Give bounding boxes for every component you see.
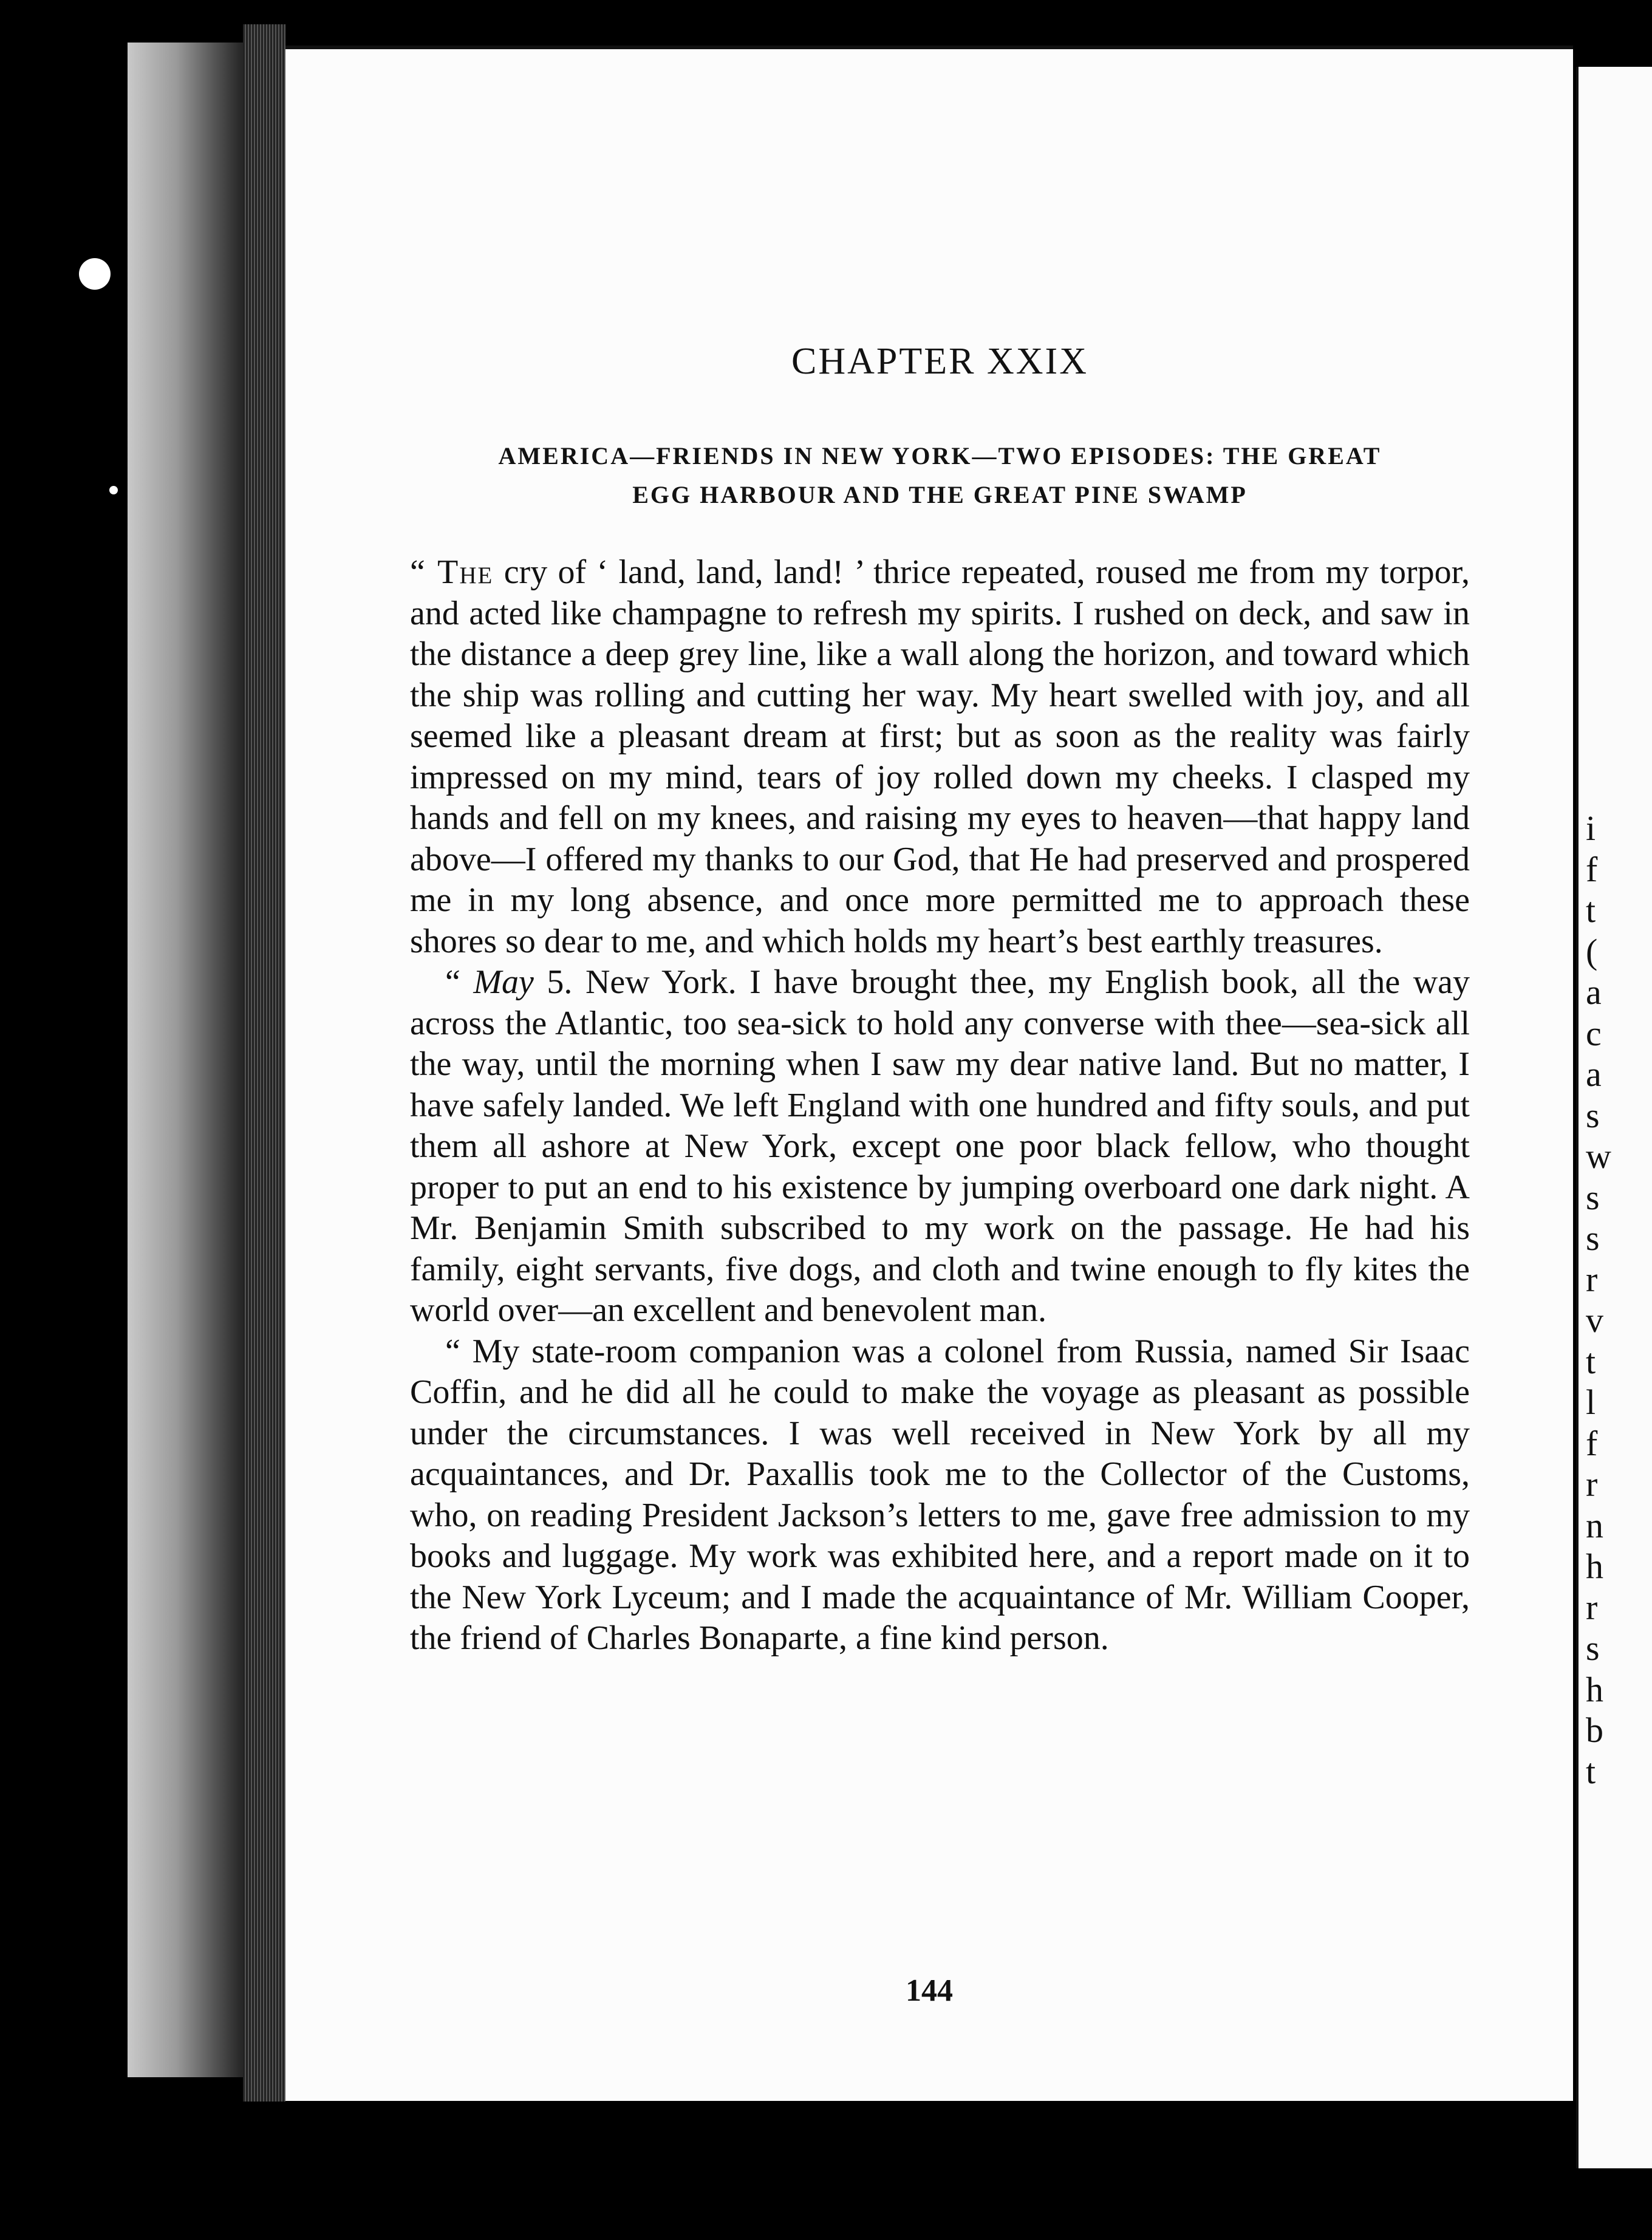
- adjacent-page-fragment: l: [1586, 1382, 1596, 1422]
- paragraph-text: cry of ‘ land, land, land! ’ thrice repeated, roused me from my torpor, and acted like champagne to refresh my spirits. I rushed on deck, and saw in the distance a deep grey line, like a wall along the horizon, and toward which the ship was rolling and cutting her way. My heart swelled with joy, and all seemed like a pleasant dream at first; but as soon as the reality was fairly impressed on my mind, tears of joy rolled down my cheeks. I clasped my hands and fell on my knees, and raising my eyes to heaven—that happy land above—I offered my thanks to our God, that He had preserved and prospered me in my long absence, and once more permitted me to approach these shores so dear to me, and which holds my heart’s best earthly treasures.: [410, 553, 1470, 960]
- adjacent-page-fragment: a: [1586, 972, 1602, 1012]
- adjacent-page-fragment: r: [1586, 1259, 1598, 1299]
- adjacent-page-fragment: f: [1586, 1423, 1598, 1463]
- adjacent-page-fragment: t: [1586, 1751, 1596, 1791]
- adjacent-page-edge: [1576, 67, 1652, 2168]
- adjacent-page-fragment: b: [1586, 1710, 1603, 1750]
- diary-date: May: [473, 963, 534, 1001]
- body-text: [410, 552, 1470, 1659]
- page-stack-edge: [243, 24, 285, 2102]
- adjacent-page-fragment: f: [1586, 849, 1598, 889]
- chapter-subtitle-line: EGG HARBOUR AND THE GREAT PINE SWAMP: [632, 481, 1248, 508]
- adjacent-page-fragment: t: [1586, 890, 1596, 930]
- adjacent-page-fragment: s: [1586, 1218, 1600, 1258]
- adjacent-page-fragment: h: [1586, 1546, 1603, 1586]
- adjacent-page-fragment: c: [1586, 1013, 1602, 1053]
- dust-speck: [109, 486, 118, 494]
- adjacent-page-fragment: s: [1586, 1628, 1600, 1668]
- paragraph-text: 5. New York. I have brought thee, my English book, all the way across the Atlantic, too sea-sick to hold any converse with thee—sea-sick all the way, until the morning when I saw my dear native land. But no matter, I have safely landed. We left England with one hundred and fifty souls, and put them all ashore at New York, except one poor black fellow, who thought proper to put an end to his existence by jumping overboard one dark night. A Mr. Benjamin Smith subscribed to my work on the passage. He had his family, eight servants, five dogs, and cloth and twine enough to fly kites the world over—an excellent and benevolent man.: [410, 963, 1470, 1329]
- adjacent-page-fragment: a: [1586, 1054, 1602, 1094]
- adjacent-page-fragment: h: [1586, 1669, 1603, 1709]
- paragraph-lead: “ The: [410, 553, 494, 591]
- adjacent-page-fragment: w: [1586, 1136, 1611, 1176]
- chapter-subtitle-line: AMERICA—FRIENDS IN NEW YORK—TWO EPISODES: THE GREAT: [498, 442, 1382, 470]
- adjacent-page-fragment: s: [1586, 1177, 1600, 1217]
- adjacent-page-fragment: (: [1586, 931, 1598, 971]
- paragraph: “ My state-room companion was a colonel from Russia, named Sir Isaac Coffin, and he did all he could to make the voyage as pleasant as possible under the circumstances. I was well received in New York by all my acquaintances, and Dr. Paxallis took me to the Collector of the Customs, who, on reading President Jackson’s letters to me, gave free admission to my books and luggage. My work was exhibited here, and a report made on it to the New York Lyceum; and I made the acquaintance of Mr. William Cooper, the friend of Charles Bonaparte, a fine kind person.: [410, 1332, 1470, 1657]
- adjacent-page-fragment: t: [1586, 1341, 1596, 1381]
- quote-mark: “: [445, 963, 474, 1001]
- adjacent-page-fragment: n: [1586, 1505, 1603, 1545]
- adjacent-page-fragment: r: [1586, 1587, 1598, 1627]
- paragraph: [410, 552, 1470, 962]
- page-content: [410, 340, 1470, 1659]
- adjacent-page-fragment: i: [1586, 808, 1596, 848]
- chapter-title: CHAPTER XXIX: [791, 341, 1088, 382]
- paragraph: [410, 962, 1470, 1331]
- adjacent-page-fragment: s: [1586, 1095, 1600, 1135]
- adjacent-page-fragment: v: [1586, 1300, 1603, 1340]
- page-number: 144: [906, 1973, 953, 2008]
- adjacent-page-fragment: r: [1586, 1464, 1598, 1504]
- chapter-subtitle: [410, 437, 1470, 514]
- dust-speck: [79, 258, 111, 290]
